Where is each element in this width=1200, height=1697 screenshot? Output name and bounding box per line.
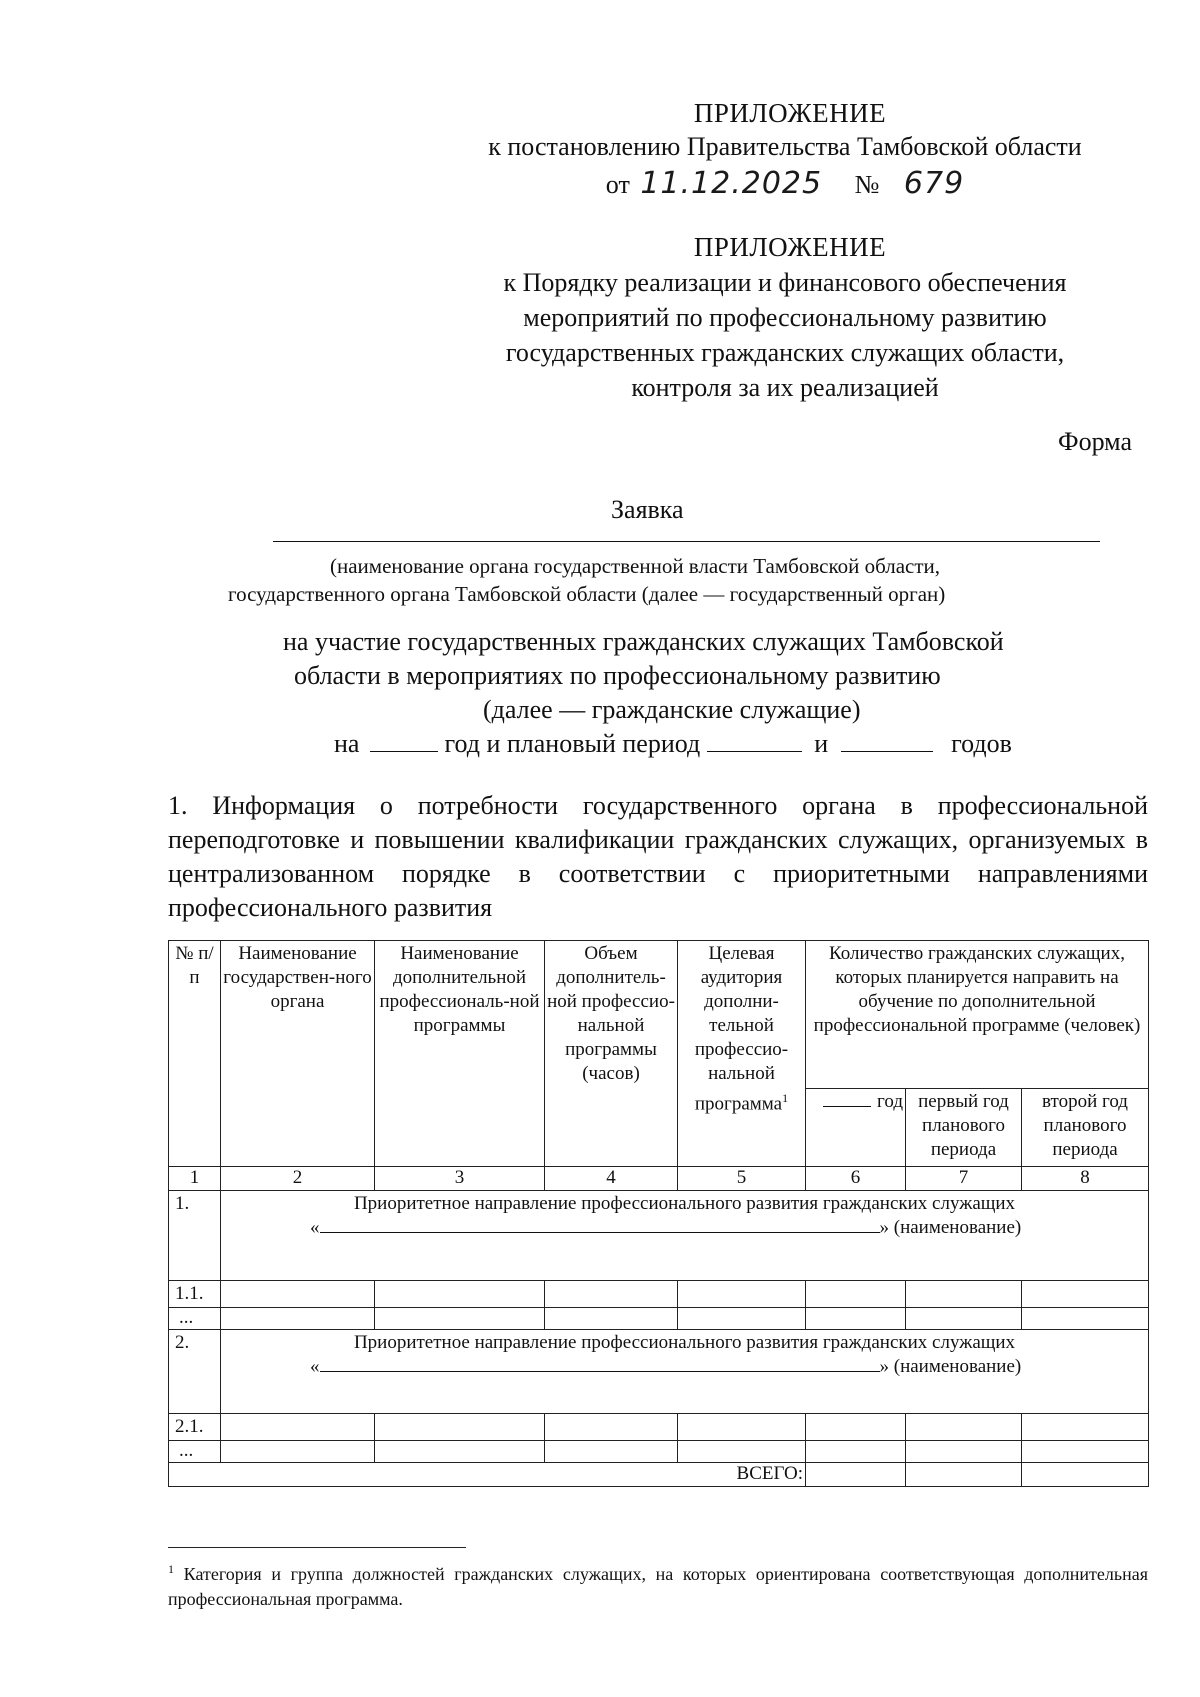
direction-1-title: Приоритетное направление профессионального развития гражданских служащих: [353, 1193, 1016, 1214]
table-cell[interactable]: [906, 1281, 1022, 1308]
header-appendix-2: [440, 232, 1130, 405]
footnote-divider: [168, 1547, 466, 1548]
total-cell[interactable]: [806, 1463, 906, 1487]
direction-1-name-blank: [320, 1216, 880, 1233]
col-count-group-header: Количество гражданских служащих, которых планируется направить на обучение по дополнительной профессиональной программе (человек): [806, 941, 1149, 1089]
direction-2-title: Приоритетное направление профессионального развития гражданских служащих: [353, 1332, 1016, 1353]
form-label: Форма: [1058, 427, 1132, 456]
table-cell[interactable]: [678, 1308, 806, 1330]
table-cell[interactable]: [806, 1441, 906, 1463]
table-cell[interactable]: [221, 1441, 375, 1463]
col-num-5: 5: [678, 1167, 806, 1191]
direction-2-number: 2.: [169, 1330, 221, 1414]
request-title: Заявка: [611, 495, 684, 524]
col-number-header: № п/п: [169, 941, 221, 1167]
section-1-heading: 1. Информация о потребности государственного органа в профессиональной переподготовке и повышении квалификации гражданских служащих, организуемых в централизованном порядке в соответствии с приоритетными направлениями профессионального развития: [168, 791, 1148, 922]
table-cell[interactable]: [545, 1414, 678, 1441]
col-num-8: 8: [1022, 1167, 1149, 1191]
direction-2-cell: [221, 1330, 1149, 1414]
needs-table: [168, 940, 1149, 1487]
request-period-row: [334, 726, 1012, 761]
table-cell[interactable]: [678, 1281, 806, 1308]
row-dots-1: ...: [169, 1308, 221, 1330]
request-line-3: (далее — гражданские служащие): [483, 695, 861, 724]
appendix-2-line-1: к Порядку реализации и финансового обеспечения: [503, 268, 1067, 297]
handwritten-date: 11.12.2025: [640, 166, 823, 201]
table-cell[interactable]: [906, 1414, 1022, 1441]
footnote: [168, 1557, 1148, 1612]
direction-1-cell: [221, 1191, 1149, 1281]
table-row-2-1: [169, 1414, 1149, 1441]
direction-1-name-row: [223, 1216, 1146, 1240]
table-row-dots-2: [169, 1441, 1149, 1463]
total-cell[interactable]: [1022, 1463, 1149, 1487]
org-hint-2: государственного органа Тамбовской области (далее — государственный орган): [228, 582, 946, 606]
period-end: годов: [951, 729, 1012, 758]
table-cell[interactable]: [678, 1414, 806, 1441]
direction-2-quote-open: «: [310, 1356, 320, 1377]
table-cell[interactable]: [1022, 1414, 1149, 1441]
col-num-6: 6: [806, 1167, 906, 1191]
table-cell[interactable]: [806, 1414, 906, 1441]
col-year-header: [806, 1089, 906, 1167]
table-cell[interactable]: [545, 1281, 678, 1308]
number-prefix: №: [854, 170, 880, 199]
col-num-4: 4: [545, 1167, 678, 1191]
org-hint-1: (наименование органа государственной власти Тамбовской области,: [330, 554, 941, 578]
period-mid: год и плановый период: [444, 729, 701, 758]
plan-year-1-blank: [707, 731, 802, 752]
footnote-mark: 1: [168, 1562, 174, 1576]
table-cell[interactable]: [375, 1308, 545, 1330]
direction-1-quote-open: «: [310, 1217, 320, 1238]
table-cell[interactable]: [906, 1308, 1022, 1330]
col-audience-header: [678, 941, 806, 1167]
col-second-year-header: второй год планового периода: [1022, 1089, 1149, 1167]
period-na: на: [334, 729, 360, 758]
row-dots-2: ...: [169, 1441, 221, 1463]
col-first-year-header: первый год планового периода: [906, 1089, 1022, 1167]
table-cell[interactable]: [221, 1281, 375, 1308]
direction-2-name-blank: [320, 1355, 880, 1372]
direction-1-row: [169, 1191, 1149, 1281]
total-label: ВСЕГО:: [169, 1463, 806, 1487]
col-program-header: Наименование дополнительной профессиональ-ной программы: [375, 941, 545, 1167]
col-org-header: Наименование государствен-ного органа: [221, 941, 375, 1167]
direction-1-number: 1.: [169, 1191, 221, 1281]
table-cell[interactable]: [545, 1441, 678, 1463]
table-cell[interactable]: [678, 1441, 806, 1463]
total-cell[interactable]: [906, 1463, 1022, 1487]
appendix-1-line: к постановлению Правительства Тамбовской области: [488, 132, 1082, 161]
total-row: [169, 1463, 1149, 1487]
table-cell[interactable]: [375, 1281, 545, 1308]
table-cell[interactable]: [1022, 1308, 1149, 1330]
row-1-1-number: 1.1.: [169, 1281, 221, 1308]
year-blank: [370, 731, 438, 752]
appendix-1-title: ПРИЛОЖЕНИЕ: [693, 98, 887, 128]
table-cell[interactable]: [221, 1414, 375, 1441]
col-num-2: 2: [221, 1167, 375, 1191]
request-line-2: области в мероприятиях по профессиональному развитию: [294, 661, 941, 690]
table-row-1-1: [169, 1281, 1149, 1308]
col-audience-text: Целевая аудитория дополни-тельной профессио-нальной программа: [694, 943, 789, 1115]
appendix-2-line-2: мероприятий по профессиональному развитию: [523, 303, 1047, 332]
table-cell[interactable]: [375, 1414, 545, 1441]
org-name-blank-line: [273, 541, 1100, 542]
appendix-1-date-row: [440, 166, 1130, 202]
direction-2-name-row: [223, 1355, 1146, 1379]
table-cell[interactable]: [806, 1281, 906, 1308]
appendix-2-line-3: государственных гражданских служащих области,: [505, 338, 1065, 367]
col-num-7: 7: [906, 1167, 1022, 1191]
footnote-text: Категория и группа должностей гражданских служащих, на которых ориентирована соответствующая дополнительная профессиональная программа.: [168, 1564, 1149, 1609]
col-volume-header: Объем дополнитель-ной профессио-нальной программы (часов): [545, 941, 678, 1167]
table-cell[interactable]: [545, 1308, 678, 1330]
date-prefix: от: [605, 170, 630, 199]
col-num-3: 3: [375, 1167, 545, 1191]
col-year-blank: [823, 1090, 871, 1107]
appendix-2-title: ПРИЛОЖЕНИЕ: [693, 232, 887, 262]
period-and: и: [814, 729, 829, 758]
table-cell[interactable]: [1022, 1281, 1149, 1308]
table-cell[interactable]: [906, 1441, 1022, 1463]
request-line-1: на участие государственных гражданских служащих Тамбовской: [283, 627, 1004, 656]
col-num-1: 1: [169, 1167, 221, 1191]
direction-2-quote-close: » (наименование): [879, 1356, 1022, 1377]
table-cell[interactable]: [806, 1308, 906, 1330]
appendix-2-line-4: контроля за их реализацией: [631, 373, 939, 402]
direction-1-quote-close: » (наименование): [879, 1217, 1022, 1238]
table-row-dots-1: [169, 1308, 1149, 1330]
column-numbers-row: [169, 1167, 1149, 1191]
direction-2-row: [169, 1330, 1149, 1414]
header-appendix-1: [440, 98, 1130, 202]
col-year-text: год: [877, 1091, 903, 1112]
table-cell[interactable]: [1022, 1441, 1149, 1463]
handwritten-number: 679: [903, 166, 965, 201]
footnote-ref: 1: [782, 1091, 789, 1105]
table-cell[interactable]: [221, 1308, 375, 1330]
row-2-1-number: 2.1.: [169, 1414, 221, 1441]
table-cell[interactable]: [375, 1441, 545, 1463]
plan-year-2-blank: [841, 731, 933, 752]
